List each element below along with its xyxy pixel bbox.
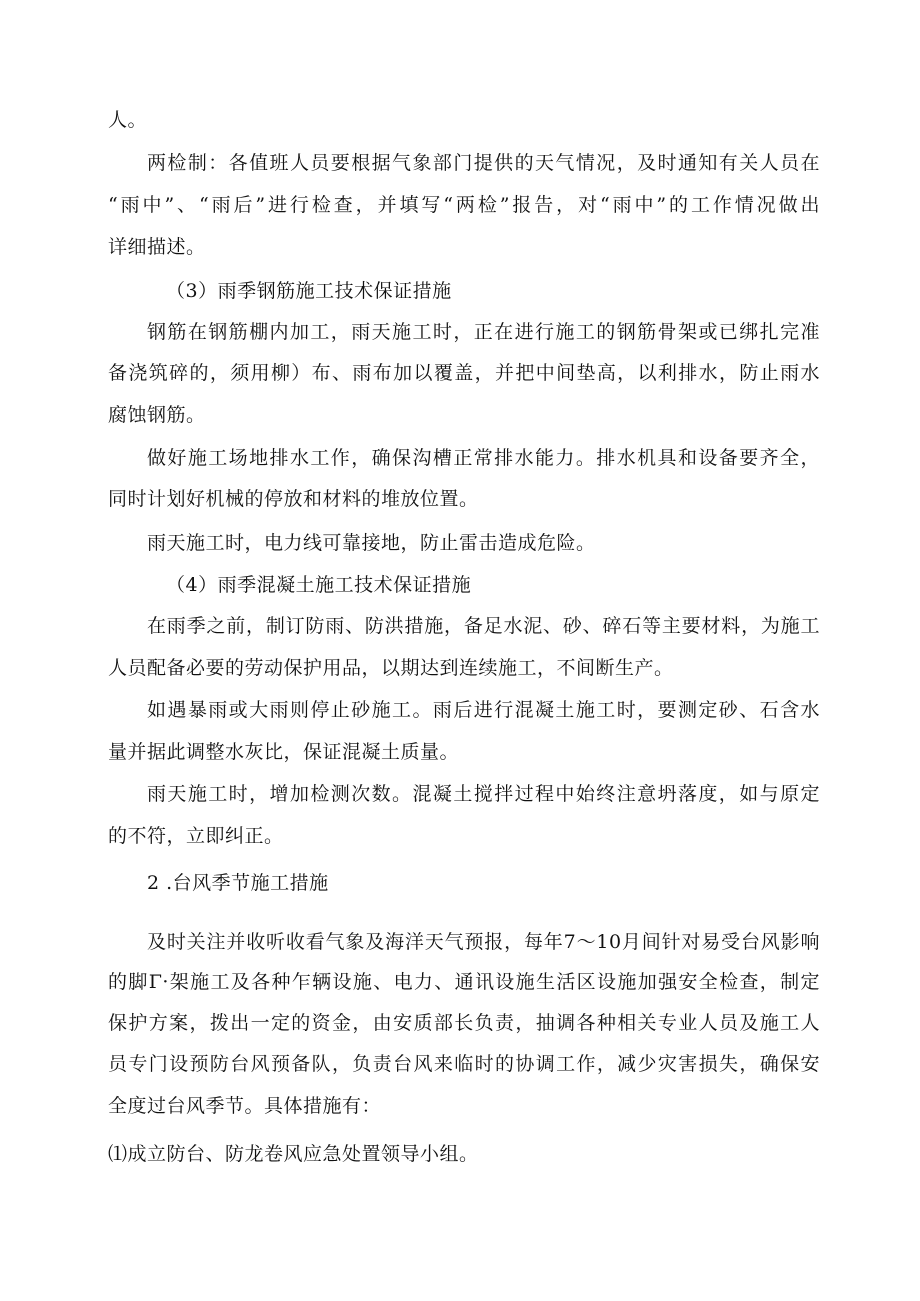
- paragraph-line: 腐蚀钢筋。: [108, 404, 206, 426]
- paragraph-line: 量并据此调整水灰比，保证混凝土质量。: [108, 741, 460, 763]
- paragraph-line: 雨天施工时，电力线可靠接地，防止雷击造成危险。: [147, 532, 596, 554]
- paragraph-line: 保护方案，拨出一定的资金，由安质部长负责，抽调各种相关专业人员及施工人: [108, 1012, 820, 1034]
- paragraph-line: 备浇筑碎的，须用柳）布、雨布加以覆盖，并把中间垫高，以利排水，防止雨水: [108, 362, 820, 384]
- paragraph-line: 两检制：各值班人员要根据气象部门提供的天气情况，及时通知有关人员在: [147, 152, 820, 174]
- paragraph-line: “雨中”、“雨后”进行检查，并填写“两检”报告，对“雨中”的工作情况做出: [108, 194, 820, 216]
- paragraph-line: 同时计划好机械的停放和材料的堆放位置。: [108, 488, 479, 510]
- paragraph-line: 在雨季之前，制订防雨、防洪措施，备足水泥、砂、碎石等主要材料，为施工: [147, 615, 820, 637]
- section-heading: （4）雨季混凝土施工技术保证措施: [166, 574, 472, 596]
- paragraph-line: 的不符，立即纠正。: [108, 825, 284, 847]
- paragraph-line: 全度过台风季节。具体措施有：: [108, 1095, 382, 1117]
- paragraph-line: 钢筋在钢筋棚内加工，雨天施工时，正在进行施工的钢筋骨架或已绑扎完准: [147, 321, 820, 343]
- paragraph-line: 人员配备必要的劳动保护用品，以期达到连续施工，不间断生产。: [108, 657, 674, 679]
- paragraph-line: 详细描述。: [108, 236, 206, 258]
- paragraph-line: 及时关注并收听收看气象及海洋天气预报，每年7～10月间针对易受台风影响: [147, 931, 820, 953]
- paragraph-line: 的脚Γ·架施工及各种乍辆设施、电力、通讯设施生活区设施加强安全检查，制定: [108, 971, 820, 993]
- section-heading: （3）雨季钢筋施工技术保证措施: [166, 280, 452, 302]
- paragraph-line: 做好施工场地排水工作，确保沟槽正常排水能力。排水机具和设备要齐全，: [147, 447, 820, 469]
- list-item: ⑴成立防台、防龙卷风应急处置领导小组。: [108, 1143, 479, 1165]
- section-heading: 2 .台风季节施工措施: [147, 872, 329, 894]
- paragraph-line: 雨天施工时，增加检测次数。混凝土搅拌过程中始终注意坍落度，如与原定: [147, 783, 820, 805]
- text-line: 人。: [108, 109, 148, 131]
- paragraph-line: 如遇暴雨或大雨则停止砂施工。雨后进行混凝土施工时，要测定砂、石含水: [147, 699, 820, 721]
- paragraph-line: 员专门设预防台风预备队，负责台风来临时的协调工作，减少灾害损失，确保安: [108, 1053, 820, 1075]
